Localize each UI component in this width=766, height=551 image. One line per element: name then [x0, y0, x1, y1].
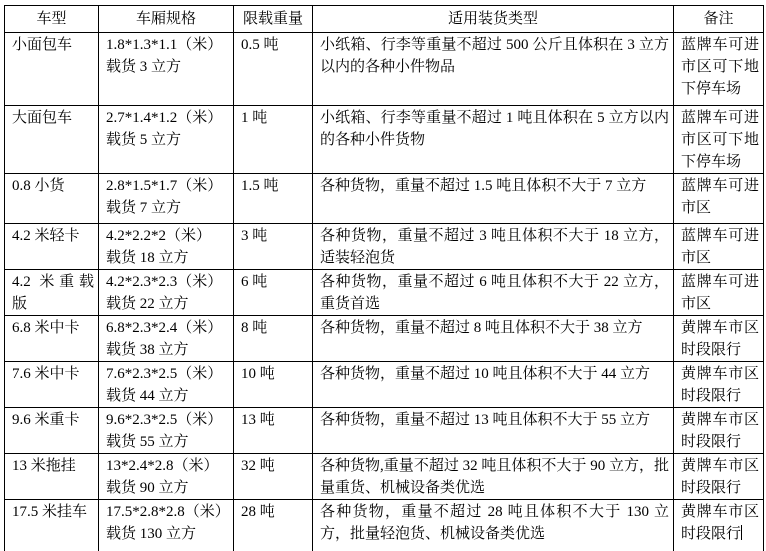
- cell-vehicle-type[interactable]: 4.2 米轻卡: [5, 224, 99, 270]
- spec-dimensions: 9.6*2.3*2.5（米）: [106, 412, 223, 428]
- cell-vehicle-type[interactable]: 17.5 米挂车: [5, 500, 99, 551]
- spec-dimensions: 2.7*1.4*1.2（米）: [106, 110, 223, 126]
- spec-dimensions: 7.6*2.3*2.5（米）: [106, 366, 223, 382]
- spec-volume: 载货 130 立方: [106, 526, 197, 542]
- spec-dimensions: 6.8*2.3*2.4（米）: [106, 320, 223, 336]
- table-row: [5, 174, 764, 224]
- cell-max-load[interactable]: 28 吨: [234, 500, 313, 551]
- spec-volume: 载货 7 立方: [106, 200, 182, 216]
- header-vehicle-type: 车型: [5, 6, 99, 33]
- cell-vehicle-type[interactable]: 0.8 小货: [5, 174, 99, 224]
- spec-dimensions: 4.2*2.3*2.3（米）: [106, 274, 223, 290]
- cell-vehicle-type[interactable]: 7.6 米中卡: [5, 362, 99, 408]
- header-note: 备注: [674, 6, 764, 33]
- table-row: [5, 270, 764, 316]
- cell-note[interactable]: 黄牌车市区时段限行: [674, 362, 764, 408]
- cell-vehicle-type[interactable]: 大面包车: [5, 106, 99, 174]
- cell-note[interactable]: 蓝牌车可进市区: [674, 270, 764, 316]
- table-row: [5, 33, 764, 106]
- cell-note[interactable]: 蓝牌车可进市区: [674, 174, 764, 224]
- spec-dimensions: 2.8*1.5*1.7（米）: [106, 178, 223, 194]
- header-max-load: 限载重量: [234, 6, 313, 33]
- cell-note[interactable]: 黄牌车市区时段限行: [674, 408, 764, 454]
- cell-max-load[interactable]: 13 吨: [234, 408, 313, 454]
- spec-dimensions: 4.2*2.2*2（米）: [106, 228, 212, 244]
- spec-dimensions: 17.5*2.8*2.8（米）: [106, 504, 230, 520]
- table-row: [5, 454, 764, 500]
- cell-note[interactable]: 蓝牌车可进市区: [674, 224, 764, 270]
- cell-note[interactable]: [674, 500, 764, 551]
- note-text: 黄牌车市区时段限行: [681, 504, 759, 542]
- cell-vehicle-type[interactable]: 13 米拖挂: [5, 454, 99, 500]
- spec-dimensions: 1.8*1.3*1.1（米）: [106, 37, 223, 53]
- cell-cargo-type[interactable]: 各种货物，重量不超过 6 吨且体积不大于 22 立方，重货首选: [313, 270, 674, 316]
- cell-box-spec[interactable]: [99, 454, 234, 500]
- cell-box-spec[interactable]: [99, 270, 234, 316]
- spec-volume: 载货 90 立方: [106, 480, 189, 496]
- cell-note[interactable]: 黄牌车市区时段限行: [674, 316, 764, 362]
- cell-max-load[interactable]: 1 吨: [234, 106, 313, 174]
- cell-max-load[interactable]: 3 吨: [234, 224, 313, 270]
- cell-box-spec[interactable]: [99, 408, 234, 454]
- cell-cargo-type[interactable]: 小纸箱、行李等重量不超过 1 吨且体积在 5 立方以内的各种小件货物: [313, 106, 674, 174]
- cell-cargo-type[interactable]: 各种货物，重量不超过 28 吨且体积不大于 130 立方，批量轻泡货、机械设备类优选: [313, 500, 674, 551]
- spec-volume: 载货 44 立方: [106, 388, 189, 404]
- cell-cargo-type[interactable]: 各种货物，重量不超过 8 吨且体积不大于 38 立方: [313, 316, 674, 362]
- spec-volume: 载货 5 立方: [106, 132, 182, 148]
- table-row: [5, 408, 764, 454]
- cell-note[interactable]: 蓝牌车可进市区可下地下停车场: [674, 33, 764, 106]
- table-row: [5, 500, 764, 551]
- cell-max-load[interactable]: 0.5 吨: [234, 33, 313, 106]
- cell-cargo-type[interactable]: 小纸箱、行李等重量不超过 500 公斤且体积在 3 立方以内的各种小件物品: [313, 33, 674, 106]
- text-cursor: [741, 525, 742, 540]
- table-header-row: [5, 6, 764, 33]
- cell-box-spec[interactable]: [99, 33, 234, 106]
- cell-note[interactable]: 黄牌车市区时段限行: [674, 454, 764, 500]
- cell-vehicle-type[interactable]: 4.2 米重载版: [5, 270, 99, 316]
- cell-vehicle-type[interactable]: 6.8 米中卡: [5, 316, 99, 362]
- cell-cargo-type[interactable]: 各种货物，重量不超过 1.5 吨且体积不大于 7 立方: [313, 174, 674, 224]
- cell-box-spec[interactable]: [99, 224, 234, 270]
- cell-box-spec[interactable]: [99, 174, 234, 224]
- table-row: [5, 106, 764, 174]
- table-row: [5, 362, 764, 408]
- spec-dimensions: 13*2.4*2.8（米）: [106, 458, 219, 474]
- cell-box-spec[interactable]: [99, 362, 234, 408]
- cell-max-load[interactable]: 6 吨: [234, 270, 313, 316]
- cell-vehicle-type[interactable]: 小面包车: [5, 33, 99, 106]
- cell-cargo-type[interactable]: 各种货物,重量不超过 32 吨且体积不大于 90 立方，批量重货、机械设备类优选: [313, 454, 674, 500]
- cell-cargo-type[interactable]: 各种货物，重量不超过 13 吨且体积不大于 55 立方: [313, 408, 674, 454]
- cell-box-spec[interactable]: [99, 106, 234, 174]
- header-box-spec: 车厢规格: [99, 6, 234, 33]
- cell-max-load[interactable]: 1.5 吨: [234, 174, 313, 224]
- cell-cargo-type[interactable]: 各种货物，重量不超过 10 吨且体积不大于 44 立方: [313, 362, 674, 408]
- spec-volume: 载货 55 立方: [106, 434, 189, 450]
- cell-box-spec[interactable]: [99, 316, 234, 362]
- header-cargo-type: 适用装货类型: [313, 6, 674, 33]
- spec-volume: 载货 3 立方: [106, 59, 182, 75]
- cell-note[interactable]: 蓝牌车可进市区可下地下停车场: [674, 106, 764, 174]
- cell-max-load[interactable]: 8 吨: [234, 316, 313, 362]
- spec-volume: 载货 38 立方: [106, 342, 189, 358]
- cell-cargo-type[interactable]: 各种货物，重量不超过 3 吨且体积不大于 18 立方，适装轻泡货: [313, 224, 674, 270]
- table-row: [5, 224, 764, 270]
- cell-box-spec[interactable]: [99, 500, 234, 551]
- table-row: [5, 316, 764, 362]
- cell-max-load[interactable]: 10 吨: [234, 362, 313, 408]
- cell-max-load[interactable]: 32 吨: [234, 454, 313, 500]
- cell-vehicle-type[interactable]: 9.6 米重卡: [5, 408, 99, 454]
- spec-volume: 载货 18 立方: [106, 250, 189, 266]
- spec-volume: 载货 22 立方: [106, 296, 189, 312]
- vehicle-spec-table[interactable]: [4, 5, 764, 551]
